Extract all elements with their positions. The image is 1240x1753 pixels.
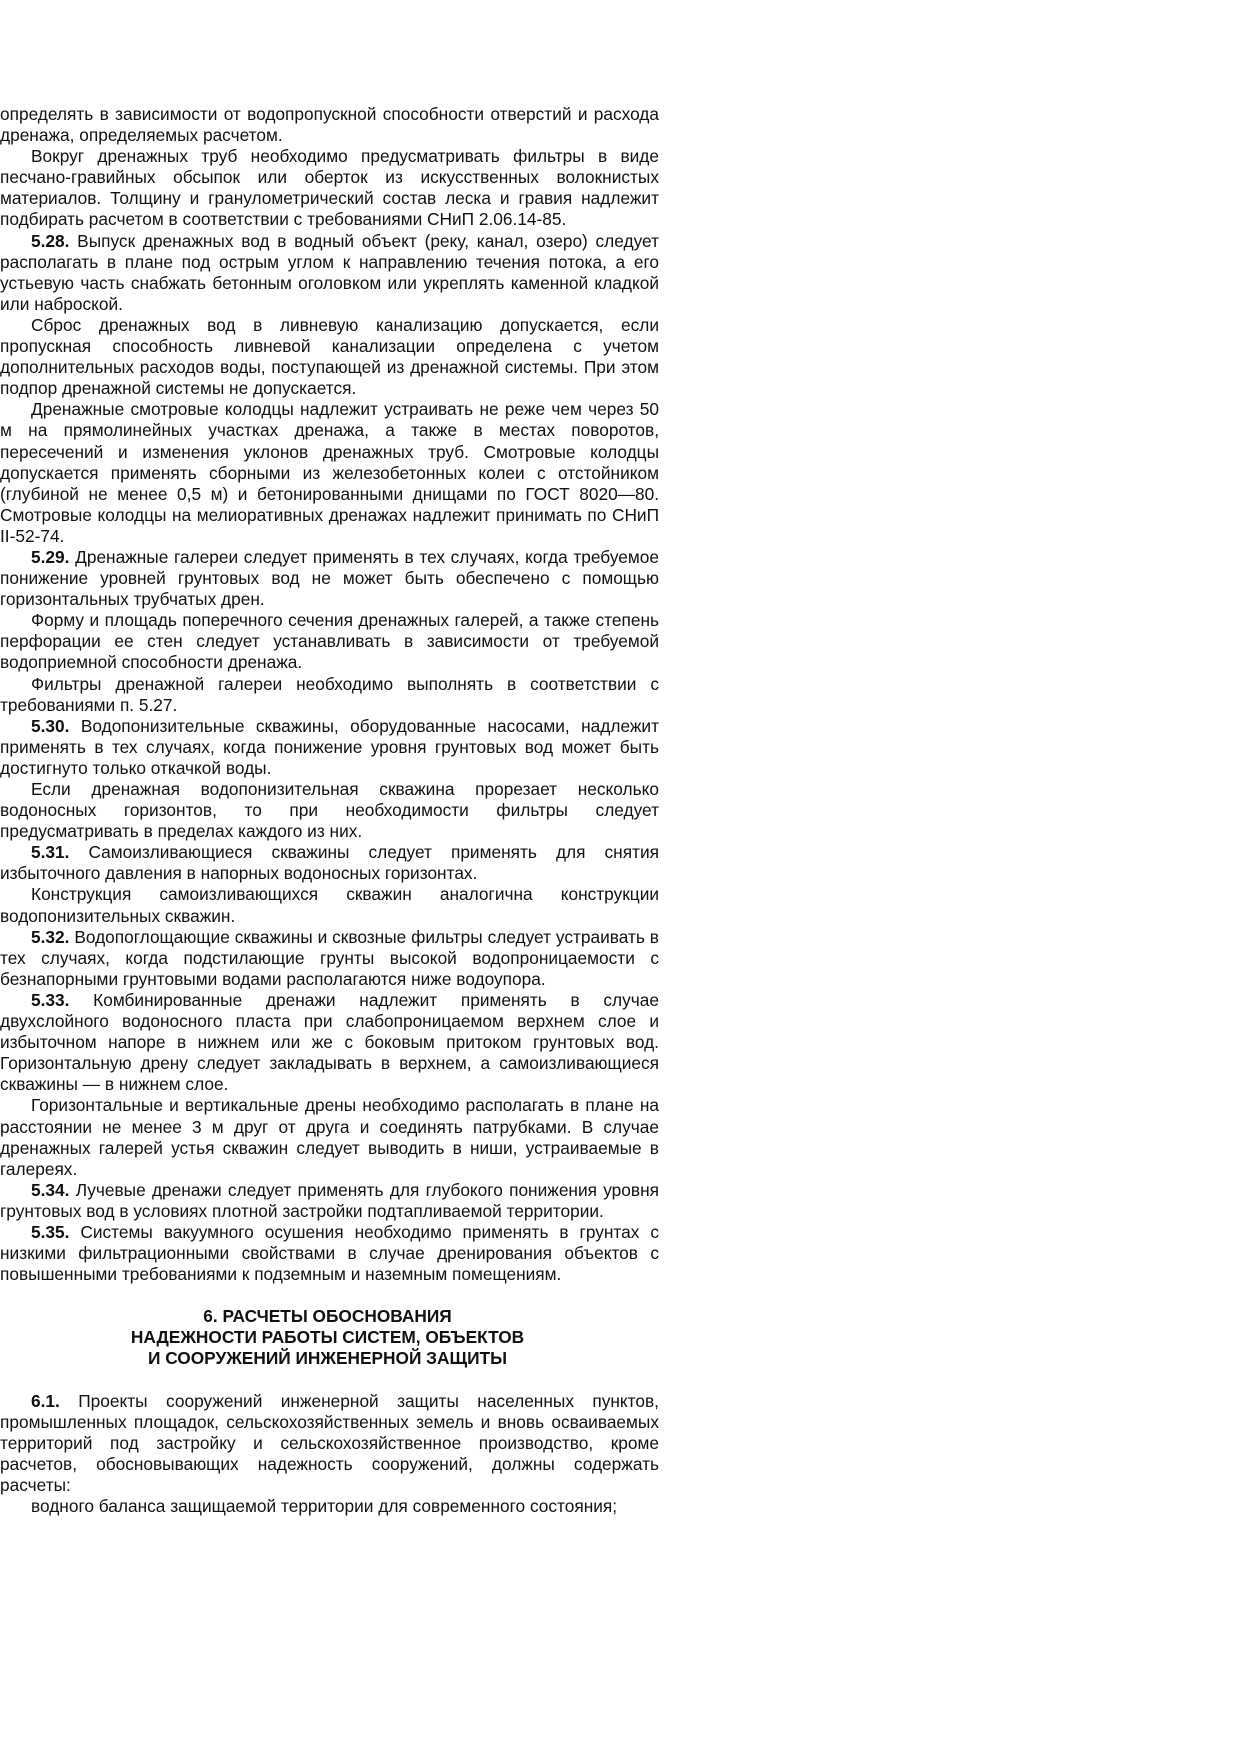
clause-paragraph [0, 1222, 659, 1285]
clause-number: 5.31. [31, 842, 70, 863]
clause-paragraph [0, 1180, 659, 1222]
paragraph-text: Дренажные смотровые колодцы надлежит устраивать не реже чем через 50 м на прямолинейных участках дренажа, а также в местах поворотов, пересечений и изменения уклонов дренажных труб. Смотровые колодцы допускается применять сборными из железобетонных колеи с отстойником (глубиной не менее 0,5 м) и бетонированными днищами по ГОСТ 8020—80. Смотровые колодцы на мелиоративных дренажах надлежит принимать по СНиП II-52-74. [0, 399, 659, 546]
section-heading [0, 1306, 659, 1369]
clause-number: 5.35. [31, 1221, 70, 1242]
paragraph-text: водного баланса защищаемой территории для современного состояния; [31, 1496, 618, 1516]
paragraph-text: Проекты сооружений инженерной защиты населенных пунктов, промышленных площадок, сельскохозяйственных земель и вновь осваиваемых территорий под застройку и сельскохозяйственное производство, кроме расчетов, обосновывающих надежность сооружений, должны содержать расчеты: [0, 1390, 659, 1495]
document-page [0, 104, 659, 1517]
paragraph-text: Форму и площадь поперечного сечения дренажных галерей, а также степень перфорации ее стен следует устанавливать в зависимости от требуемой водоприемной способности дренажа. [0, 610, 659, 673]
paragraph [0, 884, 659, 926]
paragraph [0, 674, 659, 716]
clause-number: 5.32. [31, 926, 70, 947]
clause-number: 5.29. [31, 546, 70, 567]
paragraph-text: определять в зависимости от водопропускной способности отверстий и расхода дренажа, определяемых расчетом. [0, 104, 659, 146]
paragraph-text: Сброс дренажных вод в ливневую канализацию допускается, если пропускная способность ливневой канализации определена с учетом дополнительных расходов воды, поступающей из дренажной системы. При этом подпор дренажной системы не допускается. [0, 314, 659, 399]
clause-paragraph [0, 990, 659, 1095]
paragraph-text: Конструкция самоизливающихся скважин аналогична конструкции водопонизительных скважин. [0, 884, 659, 926]
paragraph [0, 1496, 659, 1517]
paragraph [0, 779, 659, 842]
paragraph [0, 315, 659, 399]
paragraph-text: Если дренажная водопонизительная скважина прорезает несколько водоносных горизонтов, то при необходимости фильтры следует предусматривать в пределах каждого из них. [0, 779, 659, 842]
paragraph [0, 399, 659, 547]
paragraph-text: Вокруг дренажных труб необходимо предусматривать фильтры в виде песчано-гравийных обсыпок или оберток из искусственных волокнистых материалов. Толщину и гранулометрический состав леска и гравия надлежит подбирать расчетом в соответствии с требованиями СНиП 2.06.14-85. [0, 146, 659, 230]
section-heading-line-3: И СООРУЖЕНИЙ ИНЖЕНЕРНОЙ ЗАЩИТЫ [147, 1348, 507, 1369]
section-5-body [0, 104, 659, 1285]
clause-paragraph [0, 842, 659, 884]
paragraph [0, 610, 659, 673]
paragraph [0, 1095, 659, 1179]
paragraph-text: Выпуск дренажных вод в водный объект (реку, канал, озеро) следует располагать в плане под острым углом к направлению течения потока, а его устьевую часть снабжать бетонным оголовком или укреплять каменной кладкой или наброской. [0, 230, 659, 314]
section-heading-line-1: 6. РАСЧЕТЫ ОБОСНОВАНИЯ [203, 1306, 452, 1327]
paragraph [0, 104, 659, 146]
clause-number: 5.34. [31, 1179, 70, 1200]
clause-number: 5.33. [31, 989, 70, 1010]
clause-number: 5.28. [31, 230, 70, 251]
clause-paragraph [0, 927, 659, 990]
clause-paragraph [0, 547, 659, 610]
paragraph-text: Водопонизительные скважины, оборудованные насосами, надлежит применять в тех случаях, когда понижение уровня грунтовых вод может быть достигнуто только откачкой воды. [0, 715, 659, 778]
section-6-body [0, 1391, 659, 1518]
clause-paragraph [0, 231, 659, 315]
paragraph-text: Системы вакуумного осушения необходимо применять в грунтах с низкими фильтрационными свойствами в случае дренирования объектов с повышенными требованиями к подземным и наземным помещениям. [0, 1221, 659, 1285]
paragraph-text: Дренажные галереи следует применять в тех случаях, когда требуемое понижение уровней грунтовых вод не может быть обеспечено с помощью горизонтальных трубчатых дрен. [0, 546, 659, 610]
paragraph-text: Лучевые дренажи следует применять для глубокого понижения уровня грунтовых вод в условиях плотной застройки подтапливаемой территории. [0, 1179, 659, 1221]
clause-paragraph [0, 716, 659, 779]
paragraph-text: Комбинированные дренажи надлежит применять в случае двухслойного водоносного пласта при слабопроницаемом верхнем слое и избыточном напоре в нижнем или же с боковым притоком грунтовых вод. Горизонтальную дрену следует закладывать в верхнем, а самоизливающиеся скважины — в нижнем слое. [0, 989, 659, 1095]
paragraph-text: Фильтры дренажной галереи необходимо выполнять в соответствии с требованиями п. 5.27. [0, 673, 659, 715]
paragraph [0, 146, 659, 230]
paragraph-text: Самоизливающиеся скважины следует применять для снятия избыточного давления в напорных водоносных горизонтах. [0, 842, 659, 884]
section-heading-line-2: НАДЕЖНОСТИ РАБОТЫ СИСТЕМ, ОБЪЕКТОВ [130, 1327, 525, 1348]
clause-number: 6.1. [31, 1390, 60, 1411]
clause-number: 5.30. [31, 715, 70, 736]
clause-paragraph [0, 1391, 659, 1496]
paragraph-text: Водопоглощающие скважины и сквозные фильтры следует устраивать в тех случаях, когда подстилающие грунты высокой водопроницаемости с безнапорными грунтовыми водами располагаются ниже водоупора. [0, 926, 659, 989]
paragraph-text: Горизонтальные и вертикальные дрены необходимо располагать в плане на расстоянии не менее 3 м друг от друга и соединять патрубками. В случае дренажных галерей устья скважин следует выводить в ниши, устраиваемые в галереях. [0, 1095, 659, 1179]
